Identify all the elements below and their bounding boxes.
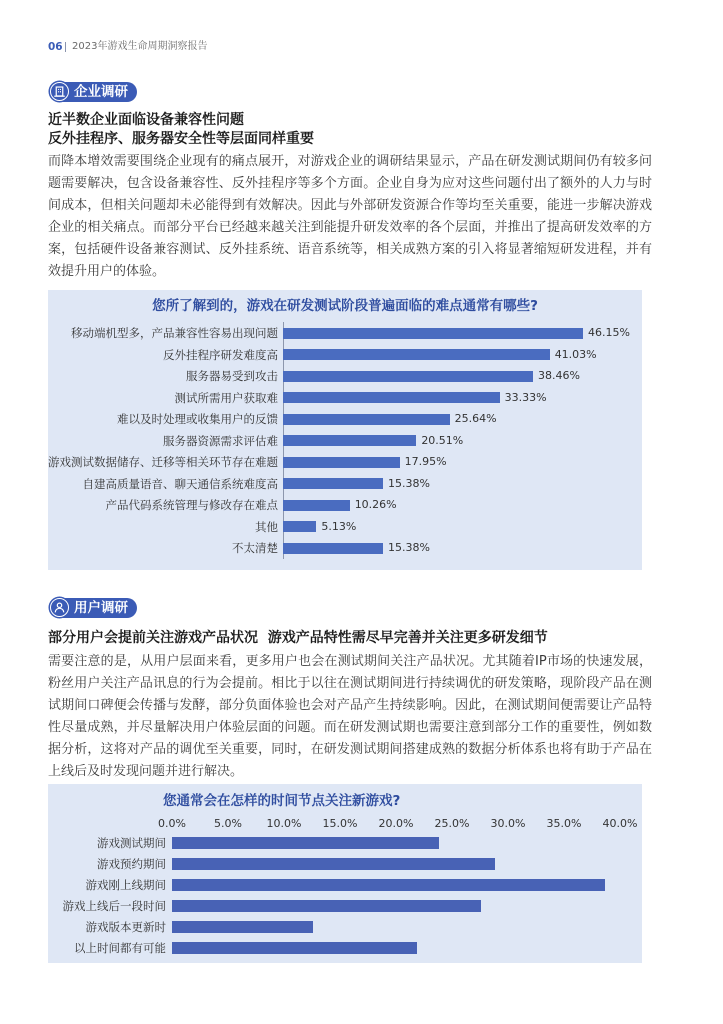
paragraph-line: 效提升用户的体验。 (48, 264, 166, 279)
category-label: 游戏版本更新时 (85, 920, 166, 934)
bar (283, 328, 583, 339)
data-label: 41.03% (554, 347, 597, 361)
x-tick-label: 0.0% (158, 817, 186, 830)
section-heading-line: 反外挂程序、服务器安全性等层面同样重要 (48, 131, 314, 147)
building-icon (50, 82, 69, 101)
category-label: 难以及时处理或收集用户的反馈 (117, 412, 278, 426)
paragraph-line: 企业的相关痛点。而部分平台已经越来越关注到能提升研发效率的各个层面，并推出了提高研发效率的方 (48, 220, 652, 235)
section-heading-line: 近半数企业面临设备兼容性问题 (48, 112, 244, 128)
x-tick-label: 15.0% (322, 817, 358, 830)
data-label: 20.51% (421, 433, 464, 447)
data-label: 15.38% (387, 541, 430, 554)
section-badge-user (50, 598, 137, 618)
x-tick-label: 5.0% (214, 817, 242, 830)
category-label: 自建高质量语音、聊天通信系统难度高 (82, 476, 278, 491)
category-label: 其他 (255, 519, 278, 534)
category-label: 游戏测试数据储存、迁移等相关环节存在难题 (48, 455, 278, 469)
bar (172, 900, 481, 912)
header-divider (65, 42, 66, 52)
data-label: 33.33% (504, 390, 547, 404)
paragraph-line: 间成本，但相关问题却未必能得到有效解决。因此与外部研发资源合作等均至关重要，能进一步解决游戏 (48, 198, 652, 213)
section-heading-line: 部分用户会提前关注游戏产品状况 游戏产品特性需尽早完善并关注更多研发细节 (48, 630, 548, 646)
x-tick-label: 30.0% (490, 817, 526, 830)
paragraph-line: 而降本增效需要围绕企业现有的痛点展开，对游戏企业的调研结果显示，产品在研发测试期间仍有较多问 (48, 154, 652, 169)
paragraph-line: 上线后及时发现问题并进行解决。 (48, 764, 244, 779)
category-label: 游戏预约期间 (97, 857, 166, 871)
paragraph-line: 粉丝用户关注产品讯息的行为会提前。相比于以往在测试期间进行持续调优的研发策略，现阶段产品在测 (48, 676, 652, 691)
category-label: 游戏刚上线期间 (85, 878, 166, 892)
data-label: 5.13% (321, 519, 357, 533)
x-tick-label: 25.0% (434, 817, 470, 830)
chart-title: 您通常会在怎样的时间节点关注新游戏? (163, 793, 401, 809)
report-title: 2023年游戏生命周期洞察报告 (72, 41, 208, 52)
category-label: 移动端机型多，产品兼容性容易出现问题 (71, 326, 278, 340)
bar (283, 521, 316, 532)
paragraph-line: 试期间口碑便会传播与发酵，部分负面体验也会对产品产生持续影响。因此，在测试期间便需要让产品特 (48, 698, 652, 713)
chart-dev-test-difficulties (48, 290, 642, 570)
category-label: 测试所需用户获取难 (174, 390, 278, 405)
chart-title: 您所了解到的，游戏在研发测试阶段普遍面临的难点通常有哪些? (152, 298, 538, 314)
data-label: 38.46% (537, 369, 580, 382)
category-label: 反外挂程序研发难度高 (163, 347, 278, 362)
bar (283, 543, 383, 554)
bar (172, 942, 417, 954)
bar (283, 457, 400, 468)
category-label: 不太清楚 (232, 541, 278, 555)
bar (283, 349, 550, 360)
page-number: 06 (48, 41, 63, 53)
paragraph-line: 题需要解决，包含设备兼容性、反外挂程序等多个方面。企业自身为应对这些问题付出了额外的人力与时 (48, 176, 652, 191)
bar (172, 921, 313, 933)
paragraph-line: 案，包括硬件设备兼容测试、反外挂系统、语音系统等，相关成熟方案的引入将显著缩短研发进程，并有 (48, 242, 652, 257)
category-label: 服务器易受到攻击 (186, 369, 278, 383)
data-label: 10.26% (354, 498, 397, 511)
category-label: 游戏上线后一段时间 (62, 899, 166, 913)
user-icon (50, 598, 69, 617)
bar (283, 371, 533, 382)
bar (172, 879, 605, 891)
badge-label: 企业调研 (74, 84, 128, 100)
badge-label: 用户调研 (74, 600, 128, 616)
section-badge-enterprise (50, 82, 137, 102)
building-icon-graphic (53, 85, 66, 98)
category-label: 以上时间都有可能 (74, 941, 166, 955)
paragraph-line: 需要注意的是，从用户层面来看，更多用户也会在测试期间关注产品状况。尤其随着IP市场的快速发展， (48, 654, 652, 669)
category-label: 产品代码系统管理与修改存在难点 (105, 498, 278, 512)
data-label: 17.95% (404, 455, 447, 468)
chart-attention-timing (48, 784, 642, 963)
category-label: 游戏测试期间 (97, 836, 166, 850)
category-label: 服务器资源需求评估难 (163, 433, 278, 448)
x-tick-label: 35.0% (546, 817, 582, 830)
bar (283, 392, 500, 403)
bar (283, 478, 383, 489)
paragraph-line: 据分析，这将对产品的调优至关重要，同时，在研发测试期间搭建成熟的数据分析体系也将有助于产品在 (48, 742, 652, 757)
paragraph-line: 性尽量成熟，并尽量解决用户体验层面的问题。而在研发测试期也需要注意到部分工作的重要性，例如数 (48, 720, 652, 735)
user-icon-graphic (53, 601, 66, 614)
bar (283, 414, 450, 425)
bar (283, 435, 416, 446)
x-tick-label: 10.0% (266, 817, 302, 830)
data-label: 15.38% (387, 476, 430, 490)
bar (172, 837, 439, 849)
x-tick-label: 20.0% (378, 817, 414, 830)
bar (172, 858, 495, 870)
x-tick-label: 40.0% (602, 817, 638, 830)
data-label: 46.15% (587, 326, 630, 339)
data-label: 25.64% (454, 412, 497, 425)
bar (283, 500, 350, 511)
